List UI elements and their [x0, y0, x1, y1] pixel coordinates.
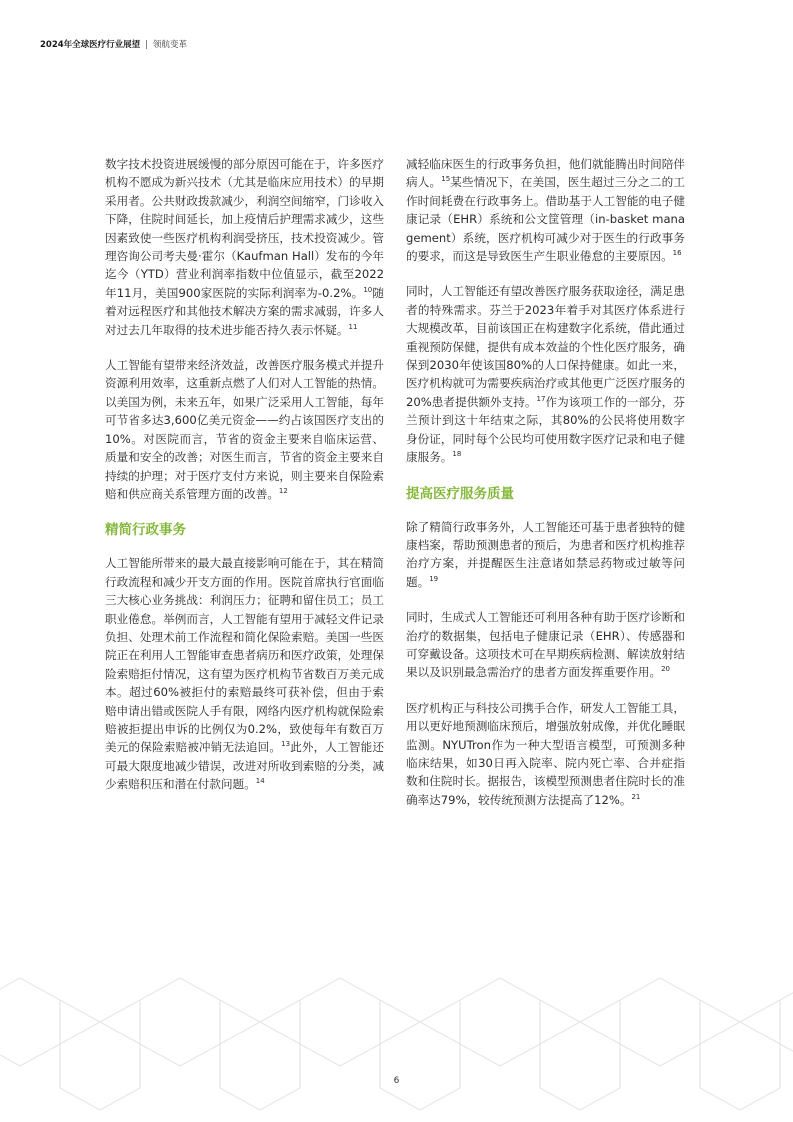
footnote-ref[interactable]: 18: [452, 450, 462, 459]
paragraph: 数字技术投资进展缓慢的部分原因可能在于，许多医疗机构不愿成为新兴技术（尤其是临床应用技术）的早期采用者。公共财政拨款减少，利润空间缩窄，门诊收入下降，住院时间延长，加上疫情后护理需求减少，这些因素致使一些医疗机构利润受挤压，技术投资减少。管理咨询公司考夫曼·霍尔（Kaufman Hall）发布的今年迄今（YTD）营业利润率指数中位值显示，截至2022年11月，美国900家医院的实际利润率为-0.2%。$^{10}$随着对远程医疗和其他技术解决方案的需求减弱，许多人对过去几年取得的技术进步能否持久表示怀疑。$^{11}$: [105, 157, 384, 337]
footnote-ref[interactable]: 14: [255, 777, 265, 786]
footnote-ref[interactable]: 16: [672, 249, 682, 258]
footnote-ref[interactable]: 10: [363, 285, 373, 294]
footnote-ref[interactable]: 11: [348, 322, 358, 331]
page-number: 6: [393, 1076, 400, 1086]
header-separator: |: [145, 40, 149, 50]
running-header: [40, 38, 187, 50]
paragraph: 同时，人工智能还有望改善医疗服务获取途径，满足患者的特殊需求。芬兰于2023年着手对其医疗体系进行大规模改革，目前该国正在构建数字化系统，借此通过重视预防保健，提供有成本效益的个性化医疗服务，确保到2030年使该国80%的人口保持健康。如此一来，医疗机构就可为需要疾病治疗或其他更广泛医疗服务的20%患者提供额外支持。$^{17}$作为该项工作的一部分，芬兰预计到这十年结束之际，其80%的公民将使用数字身份证，同时每个公民均可使用数字医疗记录和电子健康服务。$^{18}$: [406, 284, 685, 465]
footnote-ref[interactable]: 21: [631, 792, 641, 801]
hexagon-background-pattern: [0, 960, 793, 1122]
footnote-ref[interactable]: 19: [429, 574, 439, 583]
footnote-ref[interactable]: 17: [536, 395, 546, 404]
report-title: 2024年全球医疗行业展望: [40, 40, 141, 50]
section-heading: 提高医疗服务质量: [406, 485, 514, 502]
paragraph: 除了精简行政事务外，人工智能还可基于患者独特的健康档案，帮助预测患者的预后，为患者和医疗机构推荐治疗方案，并提醒医生注意诸如禁忌药物或过敏等问题。$^{19}$: [406, 519, 685, 589]
footnote-ref[interactable]: 12: [278, 487, 288, 496]
report-subtitle: 领航变革: [152, 40, 187, 50]
left-column: [105, 155, 384, 811]
footnote-ref[interactable]: 20: [661, 665, 670, 674]
paragraph: 减轻临床医生的行政事务负担，他们就能腾出时间陪伴病人。$^{15}$某些情况下，在美国，医生超过三分之二的工作时间耗费在行政事务上。借助基于人工智能的电子健康记录（EHR）系统和公文筐管理（in-basket management）系统，医疗机构可减少对于医生的行政事务的要求，而这是导致医生产生职业倦怠的主要原因。$^{16}$: [406, 157, 685, 264]
paragraph: 医疗机构正与科技公司携手合作，研发人工智能工具，用以更好地预测临床预后，增强放射成像，并优化睡眠监测。NYUTron作为一种大型语言模型，可预测多种临床结果，如30日再入院率、院内死亡率、合并症指数和住院时长。据报告，该模型预测患者住院时长的准确率达79%，较传统预测方法提高了12%。$^{21}$: [406, 700, 685, 807]
paragraph: 同时，生成式人工智能还可利用各种有助于医疗诊断和治疗的数据集，包括电子健康记录（EHR）、传感器和可穿戴设备。这项技术可在早期疾病检测、解读放射结果以及识别最急需治疗的患者方面发挥重要作用。$^{20}$: [406, 610, 685, 680]
right-column: [406, 155, 685, 826]
section-heading: 精简行政事务: [105, 522, 186, 539]
paragraph: 人工智能有望带来经济效益，改善医疗服务模式并提升资源利用效率，这重新点燃了人们对人工智能的热情。以美国为例，未来五年，如果广泛采用人工智能，每年可节省多达3,600亿美元资金——约占该国医疗支出的10%。对医院而言，节省的资金主要来自临床运营、质量和安全的改善；对医生而言，节省的资金主要来自持续的护理；对于医疗支付方来说，则主要来自保险索赔和供应商关系管理方面的改善。$^{12}$: [105, 358, 384, 501]
footnote-ref[interactable]: 15: [441, 175, 451, 184]
footnote-ref[interactable]: 13: [281, 740, 291, 749]
paragraph: 人工智能所带来的最大最直接影响可能在于，其在精简行政流程和减少开支方面的作用。医院首席执行官面临三大核心业务挑战：利润压力；征聘和留住员工；员工职业倦怠。举例而言，人工智能有望用于减轻文件记录负担、处理术前工作流程和简化保险索赔。美国一些医院正在利用人工智能审查患者病历和医疗政策，处理保险索赔拒付情况，这有望为医疗机构节省数百万美元成本。超过60%被拒付的索赔最终可获补偿，但由于索赔申请出错或医院人手有限，网络内医疗机构就保险索赔被拒提出申诉的比例仅为0.2%，致使每年有数百万美元的保险索赔被冲销无法追回。$^{13}$此外，人工智能还可最大限度地减少错误，改进对所收到索赔的分类，减少索赔积压和潜在付款问题。$^{14}$: [105, 556, 384, 792]
